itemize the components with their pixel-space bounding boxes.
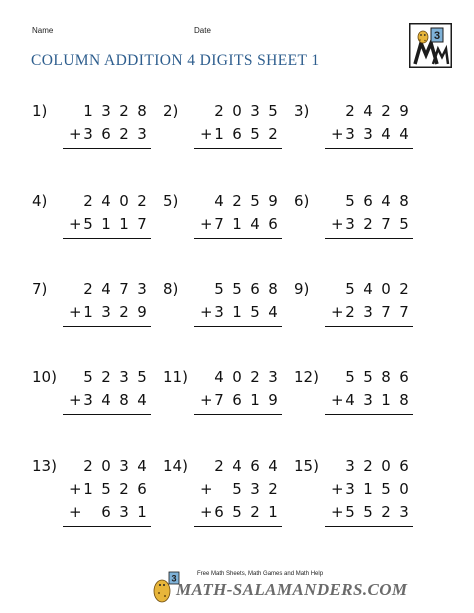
problem-number: 4) <box>32 192 48 210</box>
addend-row <box>294 190 412 213</box>
addend-value: 3 1 5 4 <box>214 303 278 321</box>
addend-row-with-plus <box>163 213 281 236</box>
addend-value: 1 3 2 9 <box>83 303 147 321</box>
addend-value: 3 4 8 4 <box>83 391 147 409</box>
problem-1 <box>32 100 150 152</box>
addend-row <box>163 100 281 123</box>
logo-badge-text: 3 <box>433 30 441 42</box>
plus-sign: + <box>69 391 82 409</box>
problem-13 <box>32 455 150 530</box>
addend-value: 4 0 2 3 <box>214 368 278 386</box>
addend-row <box>294 366 412 389</box>
worksheet-title: COLUMN ADDITION 4 DIGITS SHEET 1 <box>31 52 320 69</box>
problem-3 <box>294 100 412 152</box>
answer-line <box>325 414 413 415</box>
addend-value: 3 2 0 6 <box>345 457 409 475</box>
problem-2 <box>163 100 281 152</box>
problem-number: 9) <box>294 280 310 298</box>
addend-row <box>32 100 150 123</box>
addend-row-with-plus <box>32 389 150 412</box>
problem-number: 14) <box>163 457 188 475</box>
answer-line <box>194 526 282 527</box>
addend-row-with-plus <box>32 213 150 236</box>
addend-value: 5 6 4 8 <box>345 192 409 210</box>
addend-value: 6 5 2 1 <box>214 503 278 521</box>
addend-value: 1 6 5 2 <box>214 125 278 143</box>
answer-line <box>194 148 282 149</box>
addend-row <box>163 190 281 213</box>
plus-sign: + <box>200 391 213 409</box>
answer-line <box>63 326 151 327</box>
plus-sign: + <box>331 503 344 521</box>
addend-value: 5 2 3 5 <box>83 368 147 386</box>
problem-number: 8) <box>163 280 179 298</box>
plus-sign: + <box>69 303 82 321</box>
addend-value: 3 2 7 5 <box>345 215 409 233</box>
footer-brand[interactable]: MATH-SALAMANDERS.COM <box>176 580 408 599</box>
problem-number: 12) <box>294 368 319 386</box>
addend-row-with-plus <box>294 123 412 146</box>
addend-value: 5 5 8 6 <box>345 368 409 386</box>
addend-value: 2 0 3 4 <box>83 457 147 475</box>
plus-sign: + <box>331 391 344 409</box>
answer-line <box>325 238 413 239</box>
footer-logo-badge-text: 3 <box>171 573 177 584</box>
addend-value: 2 0 3 5 <box>214 102 278 120</box>
addend-value: 2 3 7 7 <box>345 303 409 321</box>
addend-row-with-plus <box>163 501 281 524</box>
addend-value: 4 2 5 9 <box>214 192 278 210</box>
addend-value: 2 4 7 3 <box>83 280 147 298</box>
salamander-sigma-logo-icon <box>409 23 452 68</box>
problem-number: 1) <box>32 102 48 120</box>
answer-line <box>63 526 151 527</box>
plus-sign: + <box>200 303 213 321</box>
addend-value: 3 6 2 3 <box>83 125 147 143</box>
addend-value: 3 1 5 0 <box>345 480 409 498</box>
addend-row-with-plus <box>163 123 281 146</box>
answer-line <box>63 148 151 149</box>
addend-value: 5 5 2 3 <box>345 503 409 521</box>
plus-sign: + <box>69 480 82 498</box>
addend-row <box>32 455 150 478</box>
addend-row-with-plus <box>32 501 150 524</box>
addend-value: 1 5 2 6 <box>83 480 147 498</box>
addend-value: 5 4 0 2 <box>345 280 409 298</box>
addend-row <box>163 366 281 389</box>
addend-value: 5 3 2 <box>232 480 278 498</box>
plus-sign: + <box>331 303 344 321</box>
addend-row-with-plus <box>32 123 150 146</box>
name-label: Name <box>32 26 54 35</box>
problem-6 <box>294 190 412 242</box>
addend-row-with-plus <box>294 389 412 412</box>
addend-value: 2 4 2 9 <box>345 102 409 120</box>
plus-sign: + <box>69 125 82 143</box>
problem-7 <box>32 278 150 330</box>
addend-value: 5 5 6 8 <box>214 280 278 298</box>
plus-sign: + <box>200 503 213 521</box>
addend-row-with-plus <box>294 301 412 324</box>
plus-sign: + <box>200 125 213 143</box>
plus-sign: + <box>69 503 82 521</box>
addend-value: 6 3 1 <box>101 503 147 521</box>
plus-sign: + <box>331 215 344 233</box>
problem-number: 13) <box>32 457 57 475</box>
problem-14 <box>163 455 281 530</box>
footer-tagline: Free Math Sheets, Math Games and Math Help <box>197 571 324 577</box>
problem-4 <box>32 190 150 242</box>
problem-number: 10) <box>32 368 57 386</box>
addend-row <box>163 278 281 301</box>
problem-number: 11) <box>163 368 188 386</box>
addend-value: 1 3 2 8 <box>83 102 147 120</box>
plus-sign: + <box>200 215 213 233</box>
answer-line <box>194 414 282 415</box>
addend-row-with-plus <box>163 389 281 412</box>
addend-row-with-plus <box>32 478 150 501</box>
addend-row-with-plus <box>294 501 412 524</box>
addend-value: 3 3 4 4 <box>345 125 409 143</box>
addend-row <box>294 455 412 478</box>
addend-row <box>294 100 412 123</box>
problem-10 <box>32 366 150 418</box>
problem-number: 2) <box>163 102 179 120</box>
problem-11 <box>163 366 281 418</box>
addend-row-with-plus <box>163 301 281 324</box>
date-label: Date <box>194 26 211 35</box>
addend-row-with-plus <box>32 301 150 324</box>
addend-row-with-plus <box>294 213 412 236</box>
addend-value: 5 1 1 7 <box>83 215 147 233</box>
plus-sign: + <box>200 480 213 498</box>
answer-line <box>63 414 151 415</box>
problem-number: 15) <box>294 457 319 475</box>
problem-5 <box>163 190 281 242</box>
problem-number: 6) <box>294 192 310 210</box>
plus-sign: + <box>69 215 82 233</box>
problem-number: 7) <box>32 280 48 298</box>
addend-row <box>32 190 150 213</box>
answer-line <box>194 326 282 327</box>
addend-value: 7 1 4 6 <box>214 215 278 233</box>
addend-row <box>294 278 412 301</box>
addend-value: 4 3 1 8 <box>345 391 409 409</box>
plus-sign: + <box>331 480 344 498</box>
addend-row <box>32 278 150 301</box>
answer-line <box>325 148 413 149</box>
addend-row-with-plus <box>294 478 412 501</box>
problem-number: 5) <box>163 192 179 210</box>
problem-8 <box>163 278 281 330</box>
answer-line <box>325 326 413 327</box>
addend-row <box>163 455 281 478</box>
plus-sign: + <box>331 125 344 143</box>
problem-9 <box>294 278 412 330</box>
mascot-head-shape <box>418 31 428 43</box>
answer-line <box>325 526 413 527</box>
answer-line <box>63 238 151 239</box>
problem-12 <box>294 366 412 418</box>
addend-value: 2 4 6 4 <box>214 457 278 475</box>
addend-value: 7 6 1 9 <box>214 391 278 409</box>
problem-15 <box>294 455 412 530</box>
addend-value: 2 4 0 2 <box>83 192 147 210</box>
addend-row-with-plus <box>163 478 281 501</box>
problem-number: 3) <box>294 102 310 120</box>
answer-line <box>194 238 282 239</box>
addend-row <box>32 366 150 389</box>
